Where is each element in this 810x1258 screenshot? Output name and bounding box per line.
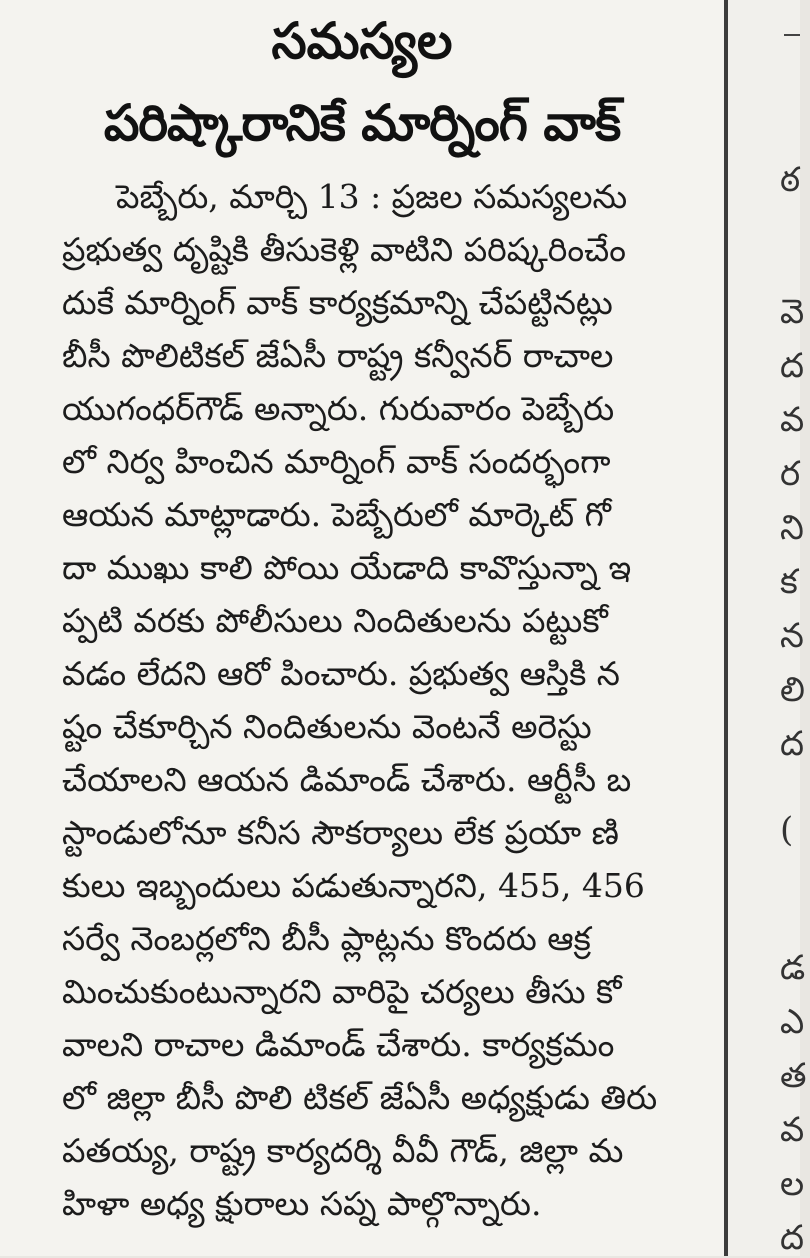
neighbor-char: వ	[780, 400, 805, 440]
neighbor-char: వ	[780, 1110, 805, 1150]
body-line: చేయాలని ఆయన డిమాండ్ చేశారు. ఆర్టీసీ బ	[62, 760, 632, 799]
body-line: సర్వే నెంబర్లలోని బీసీ ప్లాట్లను కొందరు ఆక్ర	[62, 919, 591, 958]
neighbor-char: న	[780, 616, 804, 656]
neighbor-char: త	[780, 1056, 807, 1096]
body-line: పతయ్య, రాష్ట్ర కార్యదర్శి వీవీ గౌడ్, జిల్లా మ	[62, 1131, 624, 1170]
body-line: ప్రభుత్వ దృష్టికి తీసుకెళ్లి వాటిని పరిష్కరించేం	[62, 230, 626, 269]
neighbor-char: డ	[780, 948, 806, 988]
neighbor-char: లి	[780, 670, 805, 710]
divider-line	[784, 34, 800, 36]
headline-line-1: సమస్యల	[271, 12, 453, 70]
body-line: హిళా అధ్య క్షురాలు సప్న పాల్గొన్నారు.	[62, 1184, 542, 1223]
body-line: దుకే మార్నింగ్ వాక్ కార్యక్రమాన్ని చేపట్టినట్లు	[62, 283, 613, 322]
neighbor-char: ల	[780, 1164, 805, 1204]
body-line: వడం లేదని ఆరో పించారు. ప్రభుత్వ ఆస్తికి న	[62, 654, 620, 693]
body-line: లో జిల్లా బీసీ పొలి టికల్ జేఏసీ అధ్యక్షుడు తిరు	[62, 1078, 658, 1117]
article-body	[62, 170, 692, 1230]
adjacent-column-fragment	[728, 0, 807, 1258]
neighbor-char: ని	[780, 508, 804, 548]
body-line: ఆయన మాట్లాడారు. పెబ్బేరులో మార్కెట్ గో	[62, 495, 611, 534]
body-line: స్టాండులోనూ కనీస సౌకర్యాలు లేక ప్రయా ణి	[62, 813, 619, 852]
neighbor-char: (	[780, 810, 794, 850]
body-line: యుగంధర్‌గౌడ్ అన్నారు. గురువారం పెబ్బేరు	[62, 389, 615, 428]
neighbor-char: క	[780, 562, 798, 602]
body-line: మించుకుంటున్నారని వారిపై చర్యలు తీసు కో	[62, 972, 622, 1011]
body-line: కులు ఇబ్బందులు పడుతున్నారని, 455, 456	[62, 866, 645, 905]
neighbor-char: ద	[780, 1218, 805, 1258]
neighbor-char: ఎ	[780, 1002, 805, 1042]
neighbor-char: ద	[780, 724, 805, 764]
body-line: బీసీ పొలిటికల్ జేఏసీ రాష్ట్ర కన్వీనర్ రాచాల	[62, 336, 614, 375]
neighbor-char: ఠ	[780, 160, 801, 200]
body-line: దా ముఖు కాలి పోయి యేడాది కావొస్తున్నా ఇ	[62, 548, 632, 587]
body-line: వాలని రాచాల డిమాండ్ చేశారు. కార్యక్రమం	[62, 1025, 615, 1064]
body-line: ప్పటి వరకు పోలీసులు నిందితులను పట్టుకో	[62, 601, 608, 640]
neighbor-char: వె	[780, 292, 805, 332]
neighbor-char: ద	[780, 346, 805, 386]
body-line: పెబ్బేరు, మార్చి 13 : ప్రజల సమస్యలను	[116, 177, 628, 216]
neighbor-char: ర	[780, 454, 801, 494]
body-line: లో నిర్వ హించిన మార్నింగ్ వాక్ సందర్భంగా	[62, 442, 611, 481]
headline-line-2: పరిష్కారానికే మార్నింగ్ వాక్	[103, 94, 621, 152]
body-line: ష్టం చేకూర్చిన నిందితులను వెంటనే అరెస్టు	[62, 707, 592, 746]
